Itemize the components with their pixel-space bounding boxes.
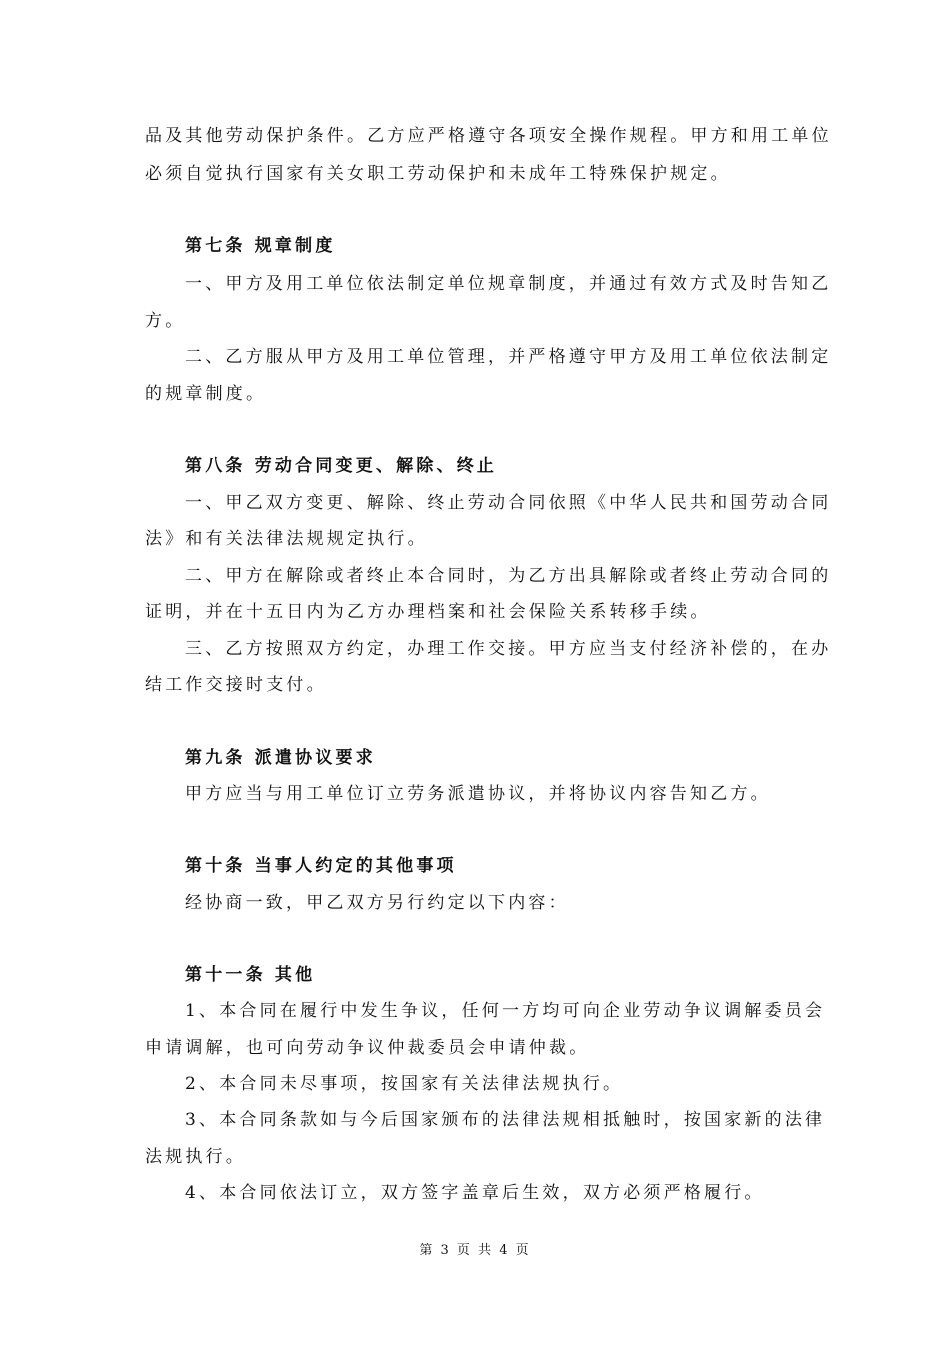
paragraph-line: 4、本合同依法订立，双方签字盖章后生效，双方必须严格履行。 [185,1183,765,1203]
paragraph-line: 证明，并在十五日内为乙方办理档案和社会保险关系转移手续。 [145,602,711,622]
paragraph-line: 法》和有关法律法规规定执行。 [145,529,428,549]
article-7-heading: 第七条 规章制度 [185,236,336,256]
paragraph-line: 三、乙方按照双方约定，办理工作交接。甲方应当支付经济补偿的，在办 [185,639,832,659]
article-10-heading: 第十条 当事人约定的其他事项 [185,856,457,876]
paragraph-line: 申请调解，也可向劳动争议仲裁委员会申请仲裁。 [145,1038,590,1058]
paragraph-line: 品及其他劳动保护条件。乙方应严格遵守各项安全操作规程。甲方和用工单位 [145,126,832,146]
article-9-heading: 第九条 派遣协议要求 [185,748,376,768]
paragraph-line: 一、甲乙双方变更、解除、终止劳动合同依照《中华人民共和国劳动合同 [185,493,832,513]
paragraph-line: 结工作交接时支付。 [145,675,327,695]
paragraph-line: 甲方应当与用工单位订立劳务派遣协议，并将协议内容告知乙方。 [185,784,771,804]
page-footer: 第 3 页 共 4 页 [419,1243,531,1258]
paragraph-line: 必须自觉执行国家有关女职工劳动保护和未成年工特殊保护规定。 [145,164,731,184]
paragraph-line: 二、乙方服从甲方及用工单位管理，并严格遵守甲方及用工单位依法制定 [185,347,832,367]
article-11-heading: 第十一条 其他 [185,965,316,985]
paragraph-line: 的规章制度。 [145,384,267,404]
paragraph-line: 2、本合同未尽事项，按国家有关法律法规执行。 [185,1074,624,1094]
paragraph-line: 法规执行。 [145,1147,246,1167]
paragraph-line: 二、甲方在解除或者终止本合同时，为乙方出具解除或者终止劳动合同的 [185,566,832,586]
paragraph-line: 经协商一致，甲乙双方另行约定以下内容： [185,893,569,913]
paragraph-line: 3、本合同条款如与今后国家颁布的法律法规相抵触时，按国家新的法律 [185,1110,826,1130]
paragraph-line: 方。 [145,311,186,331]
paragraph-line: 一、甲方及用工单位依法制定单位规章制度，并通过有效方式及时告知乙 [185,274,832,294]
paragraph-line: 1、本合同在履行中发生争议，任何一方均可向企业劳动争议调解委员会 [185,1001,826,1021]
article-8-heading: 第八条 劳动合同变更、解除、终止 [185,456,498,476]
